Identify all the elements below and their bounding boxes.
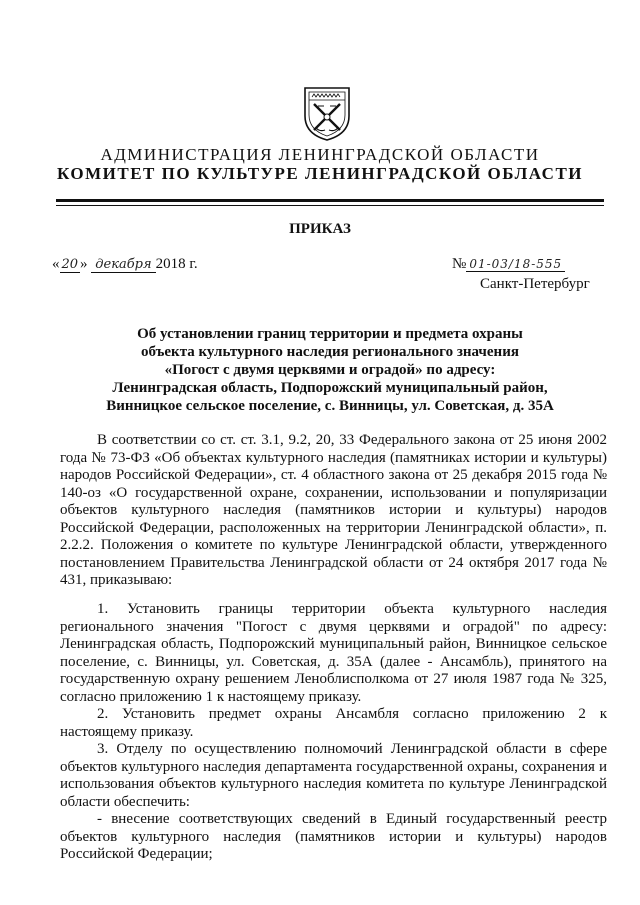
order-item-3-subitem: - внесение соответствующих сведений в Единый государственный реестр объектов культурного наследия (памятников истории и культуры) народов Российской Федерации; [60,811,607,862]
order-item-2: 2. Установить предмет охраны Ансамбля согласно приложению 2 к настоящему приказу. [60,706,607,740]
committee-name: КОМИТЕТ ПО КУЛЬТУРЕ ЛЕНИНГРАДСКОЙ ОБЛАСТИ [56,164,584,183]
document-number [452,256,565,273]
preamble-paragraph: В соответствии со ст. ст. 3.1, 9.2, 20, 33 Федерального закона от 25 июня 2002 года № 73-ФЗ «Об объектах культурного наследия (памятниках истории и культуры) народов Российской Федерации», ст. 4 областного закона от 25 декабря 2015 года № 140-оз «О государственной охране, сохранении, использовании и популяризации объектов культурного наследия (памятников истории и культуры) народов Российской Федерации, расположенных на территории Ленинградской области», п. 2.2.2. Положения о комитете по культуре Ленинградской области, утвержденного постановлением Правительства Ленинградской области от 24 октября 2017 года № 431, приказываю: [60,432,607,588]
order-items-section [60,601,607,864]
date-close-quote: » [80,256,88,272]
order-item-3: 3. Отделу по осуществлению полномочий Ленинградской области в сфере объектов культурного наследия департамента государственной охраны, сохранения и использования объектов культурного наследия комитета по культуре Ленинградской области обеспечить: [60,741,607,810]
number-value-handwritten: 01-03/18-555 [466,257,565,272]
date-open-quote: « [52,256,60,272]
title-line: Об установлении границ территории и предмета охраны [137,326,523,342]
date-day-handwritten: 20 [61,257,79,272]
header-rule-thick [56,199,604,202]
document-title [60,325,600,415]
document-date [52,256,198,273]
order-item-1: 1. Установить границы территории объекта культурного наследия регионального значения "Погост с двумя церквями и оградой" по адресу: Ленинградская область, Подпорожский муниципальный район, Винницкое сельское поселение, с. Винницы, ул. Советская, д. 35А (далее - Ансамбль), принятого на государственную охрану решением Леноблисполкома от 27 июля 1987 года № 325, согласно приложению 1 к настоящему приказу. [60,601,607,705]
document-type: ПРИКАЗ [289,221,351,237]
number-prefix: № [452,256,467,272]
date-month-handwritten: декабря [91,257,155,273]
preamble-section [60,432,607,590]
title-line: объекта культурного наследия регионального значения [141,344,519,360]
title-line: Винницкое сельское поселение, с. Винницы, ул. Советская, д. 35А [106,398,554,414]
coat-of-arms-emblem [302,86,352,142]
title-line: «Погост с двумя церквями и оградой» по адресу: [164,362,496,378]
organization-name: АДМИНИСТРАЦИЯ ЛЕНИНГРАДСКОЙ ОБЛАСТИ [100,145,540,164]
header-rule-thin [56,205,604,206]
title-line: Ленинградская область, Подпорожский муниципальный район, [112,380,548,396]
document-city: Санкт-Петербург [480,276,590,292]
date-year: 2018 г. [155,256,198,272]
